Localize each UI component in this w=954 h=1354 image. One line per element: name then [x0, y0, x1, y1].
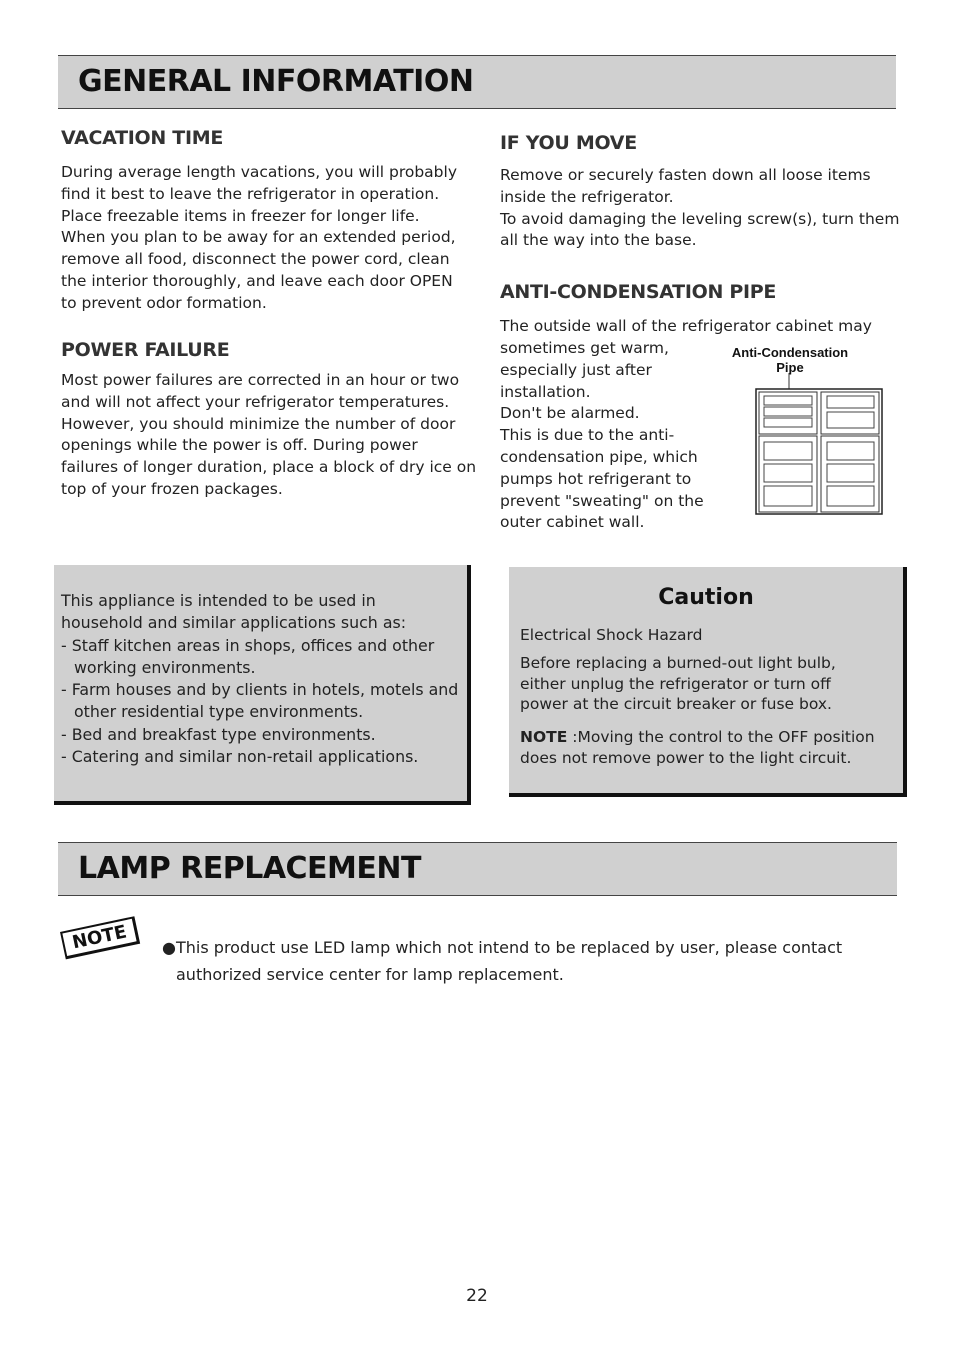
text-line: outer cabinet wall.: [500, 513, 645, 532]
list-item: - Farm houses and by clients in hotels, motels and other residential type environments.: [61, 680, 459, 722]
vacation-time-text: [61, 162, 491, 315]
list-item: - Catering and similar non-retail applications.: [61, 747, 419, 767]
note-badge: [60, 916, 140, 959]
intro-line: household and similar applications such as:: [61, 613, 407, 633]
text-line: installation.: [500, 382, 591, 401]
lamp-replacement-banner: [58, 842, 897, 896]
caution-title: Caution: [658, 585, 754, 610]
caution-note: [520, 727, 905, 768]
text-line: To avoid damaging the leveling screw(s), turn them: [500, 209, 900, 228]
text-line: During average length vacations, you will probably: [61, 163, 457, 181]
text-line: Don't be alarmed.: [500, 404, 640, 423]
lamp-replacement-title: LAMP REPLACEMENT: [78, 851, 421, 886]
text-line: remove all food, disconnect the power cord, clean: [61, 250, 450, 269]
text-line: condensation pipe, which: [500, 447, 698, 466]
general-information-banner: [58, 55, 896, 109]
refrigerator-diagram: [750, 370, 890, 520]
lamp-note-text: [162, 934, 892, 988]
text-line: This is due to the anti-: [500, 426, 675, 445]
note-line: [520, 727, 905, 748]
caution-hazard: Electrical Shock Hazard: [520, 626, 703, 644]
if-you-move-text: [500, 165, 920, 252]
lamp-note-sentence: This product use LED lamp which not intend to be replaced by user, please contact authorized service center for lamp replacement.: [176, 938, 843, 984]
vacation-time-title: VACATION TIME: [61, 127, 224, 149]
anti-condensation-title: ANTI-CONDENSATION PIPE: [500, 281, 777, 303]
list-item: - Bed and breakfast type environments.: [61, 724, 376, 744]
intro-line: This appliance is intended to be used in: [61, 591, 376, 610]
text-line: find it best to leave the refrigerator in operation.: [61, 184, 440, 203]
text-line: top of your frozen packages.: [61, 479, 283, 498]
anti-condensation-first-line: The outside wall of the refrigerator cabinet may: [500, 317, 872, 335]
text-line: Before replacing a burned-out light bulb,: [520, 654, 836, 672]
text-line: and will not affect your refrigerator temperatures.: [61, 392, 450, 411]
list-item: - Staff kitchen areas in shops, offices and other working environments.: [61, 635, 435, 677]
text-line: either unplug the refrigerator or turn off: [520, 674, 831, 693]
note-badge-label: NOTE: [60, 916, 140, 959]
text-line: failures of longer duration, place a block of dry ice on: [61, 458, 477, 477]
text-line: power at the circuit breaker or fuse box.: [520, 695, 832, 713]
power-failure-text: [61, 370, 496, 501]
text-line: the interior thoroughly, and leave each door OPEN: [61, 271, 453, 290]
text-line: to prevent odor formation.: [61, 293, 267, 312]
bullet-icon: ●: [162, 938, 176, 957]
diagram-label-line: Pipe: [776, 360, 804, 375]
text-line: all the way into the base.: [500, 231, 697, 250]
caution-box: [509, 567, 907, 797]
text-line: Remove or securely fasten down all loose items: [500, 166, 871, 184]
anti-condensation-text: [500, 338, 715, 534]
diagram-label-line: Anti-Condensation: [731, 345, 849, 360]
appliance-use-box: [54, 565, 471, 805]
text-line: However, you should minimize the number of door: [61, 414, 456, 433]
text-line: Most power failures are corrected in an hour or two: [61, 371, 460, 389]
caution-body: [520, 653, 900, 715]
power-failure-title: POWER FAILURE: [61, 339, 230, 361]
text-line: openings while the power is off. During power: [61, 436, 418, 455]
page-number: 22: [466, 1286, 488, 1306]
note-line-1: :Moving the control to the OFF position: [567, 728, 875, 746]
note-line-2: does not remove power to the light circuit.: [520, 748, 852, 767]
text-line: prevent "sweating" on the: [500, 491, 704, 510]
general-information-title: GENERAL INFORMATION: [78, 64, 474, 99]
text-line: When you plan to be away for an extended period,: [61, 228, 456, 247]
text-line: sometimes get warm,: [500, 339, 669, 357]
text-line: inside the refrigerator.: [500, 187, 674, 206]
text-line: pumps hot refrigerant to: [500, 469, 692, 488]
if-you-move-title: IF YOU MOVE: [500, 132, 637, 154]
text-line: especially just after: [500, 360, 652, 379]
note-label: NOTE: [520, 728, 568, 746]
appliance-use-text: [61, 590, 461, 768]
text-line: Place freezable items in freezer for longer life.: [61, 206, 420, 225]
lamp-note-body: [162, 934, 892, 988]
